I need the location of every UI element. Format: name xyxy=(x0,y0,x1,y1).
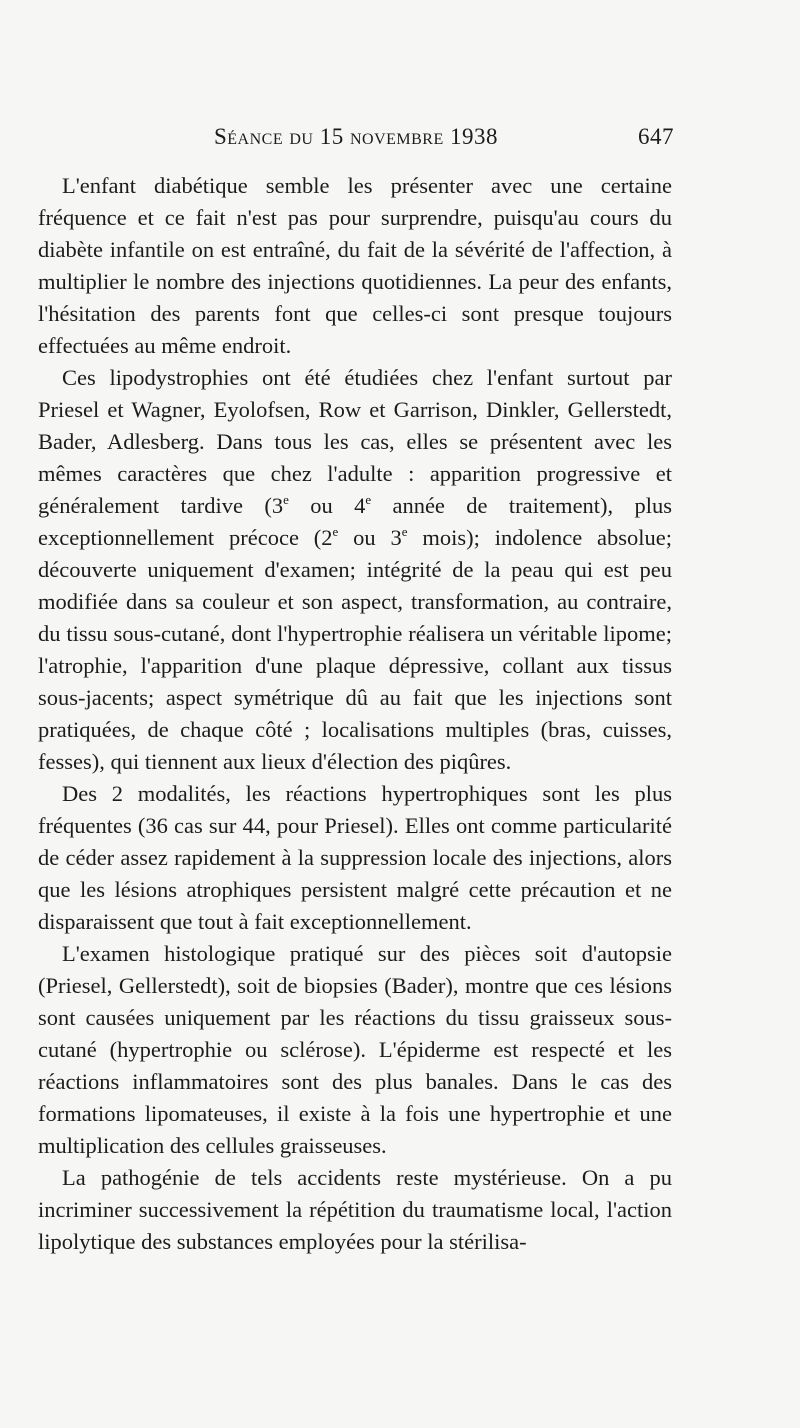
text-segment: Des 2 modalités, les réactions hypertrophiques sont les plus fréquentes (36 cas sur 44, pour Priesel). Elles ont comme particularité de céder assez rapidement à la suppression locale des injections, alors que les lésions atrophiques persistent malgré cette précaution et ne disparaissent que tout à fait exceptionnellement. xyxy=(38,781,672,934)
text-segment: ou 3 xyxy=(338,525,402,550)
text-segment: année de traitement), plus exceptionnellement précoce (2 xyxy=(38,493,673,550)
running-title: Séance du 15 novembre 1938 xyxy=(213,124,498,149)
paragraph-2 xyxy=(38,362,672,778)
running-head xyxy=(38,124,674,154)
text-segment: Ces lipodystrophies ont été étudiées chez l'enfant surtout par Priesel et Wagner, Eyolofsen, Row et Garrison, Dinkler, Gellerstedt, Bader, Adlesberg. Dans tous les cas, elles se présentent avec les mêmes caractères que chez l'adulte : apparition progressive et généralement tardive (3 xyxy=(38,365,672,518)
paragraph-1 xyxy=(38,170,672,362)
paragraph-3 xyxy=(38,778,672,938)
text-segment: La pathogénie de tels accidents reste mystérieuse. On a pu incriminer successivement la répétition du traumatisme local, l'action lipolytique des substances employées pour la stérilisa- xyxy=(38,1165,672,1254)
superscript: e xyxy=(365,492,372,507)
text-segment: L'enfant diabétique semble les présenter avec une certaine fréquence et ce fait n'est pas pour surprendre, puisqu'au cours du diabète infantile on est entraîné, du fait de la sévérité de l'affection, à multiplier le nombre des injections quotidiennes. La peur des enfants, l'hésitation des parents font que celles-ci sont presque toujours effectuées au même endroit. xyxy=(38,173,672,358)
page-number: 647 xyxy=(638,124,674,149)
body-text xyxy=(38,170,672,1258)
text-segment: ou 4 xyxy=(288,493,366,518)
text-segment: mois); indolence absolue; découverte uniquement d'examen; intégrité de la peau qui est peu modifiée dans sa couleur et son aspect, transformation, au contraire, du tissu sous-cutané, dont l'hypertrophie réalisera un véritable lipome; l'atrophie, l'apparition d'une plaque dépressive, collant aux tissus sous-jacents; aspect symétrique dû au fait que les injections sont pratiquées, de chaque côté ; localisations multiples (bras, cuisses, fesses), qui tiennent aux lieux d'élection des piqûres. xyxy=(38,525,673,774)
paragraph-4 xyxy=(38,938,672,1162)
text-segment: L'examen histologique pratiqué sur des pièces soit d'autopsie (Priesel, Gellerstedt), soit de biopsies (Bader), montre que ces lésions sont causées uniquement par les réactions du tissu graisseux sous-cutané (hypertrophie ou sclérose). L'épiderme est respecté et les réactions inflammatoires sont des plus banales. Dans le cas des formations lipomateuses, il existe à la fois une hypertrophie et une multiplication des cellules graisseuses. xyxy=(38,941,672,1158)
superscript: e xyxy=(283,492,289,507)
paragraph-5 xyxy=(38,1162,672,1258)
superscript: e xyxy=(332,524,339,539)
superscript: e xyxy=(401,524,408,539)
